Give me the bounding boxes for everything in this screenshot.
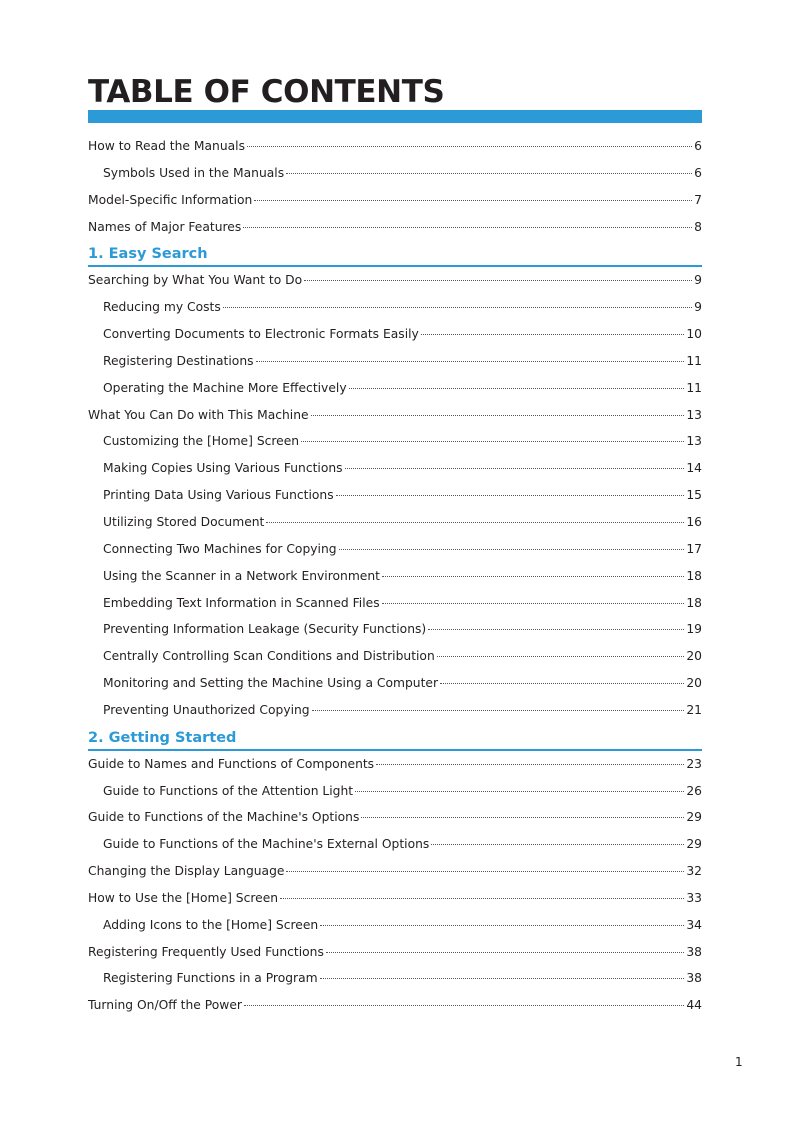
toc-entry-label: Guide to Names and Functions of Components: [88, 756, 375, 771]
toc-entry-label: Adding Icons to the [Home] Screen: [103, 917, 319, 932]
toc-entry-label: Printing Data Using Various Functions: [103, 488, 334, 503]
toc-entry[interactable]: [88, 536, 702, 563]
dot-leader: [336, 495, 685, 496]
dot-leader: [382, 576, 684, 577]
dot-leader: [421, 334, 685, 335]
toc-entry-page-number: 14: [686, 461, 702, 476]
toc-entry-page-number: 11: [686, 353, 702, 368]
page-title: TABLE OF CONTENTS: [88, 74, 445, 110]
toc-entry-label: What You Can Do with This Machine: [88, 407, 309, 422]
toc-entry-page-number: 18: [686, 568, 702, 583]
toc-entry-page-number: 20: [686, 676, 702, 691]
toc-entry[interactable]: [88, 187, 702, 214]
toc-entry[interactable]: [88, 778, 702, 805]
toc-entry-label: Registering Functions in a Program: [103, 971, 318, 986]
toc-entry[interactable]: [88, 751, 702, 778]
dot-leader: [339, 549, 685, 550]
toc-entry-page-number: 6: [694, 139, 702, 153]
dot-leader: [247, 146, 692, 147]
toc-entry-page-number: 44: [686, 998, 702, 1013]
toc-entry-page-number: 33: [686, 890, 702, 905]
toc-entry-page-number: 6: [694, 165, 702, 180]
dot-leader: [361, 817, 684, 818]
dot-leader: [312, 710, 685, 711]
toc-entry-page-number: 19: [686, 622, 702, 637]
toc-entry-page-number: 26: [686, 783, 702, 798]
toc-entry-label: Connecting Two Machines for Copying: [103, 541, 337, 556]
toc-entry[interactable]: [88, 321, 702, 348]
toc-entry-page-number: 8: [694, 219, 702, 234]
dot-leader: [431, 844, 684, 845]
toc-entry-page-number: 23: [686, 756, 702, 771]
toc-entry-page-number: 38: [686, 971, 702, 986]
toc-entry[interactable]: [88, 160, 702, 187]
dot-leader: [345, 468, 685, 469]
page-number: 1: [735, 1055, 743, 1069]
toc-entry-page-number: 29: [686, 810, 702, 825]
title-underline-bar: [88, 110, 702, 123]
toc-entry-label: Registering Frequently Used Functions: [88, 944, 324, 959]
dot-leader: [301, 441, 684, 442]
chapter-rule: [88, 265, 702, 267]
toc-entry-page-number: 32: [686, 864, 702, 879]
dot-leader: [244, 1005, 684, 1006]
toc-entry[interactable]: [88, 939, 702, 966]
table-of-contents: [88, 133, 702, 1019]
toc-entry-label: Utilizing Stored Document: [103, 514, 265, 529]
toc-entry[interactable]: [88, 267, 702, 294]
toc-entry[interactable]: [88, 348, 702, 375]
dot-leader: [437, 656, 685, 657]
dot-leader: [440, 683, 684, 684]
dot-leader: [349, 388, 685, 389]
toc-entry-label: Guide to Functions of the Machine's External Options: [103, 837, 430, 852]
dot-leader: [320, 925, 684, 926]
toc-entry[interactable]: [88, 590, 702, 617]
toc-entry-label: Monitoring and Setting the Machine Using a Computer: [103, 676, 439, 691]
toc-entry-label: Preventing Unauthorized Copying: [103, 702, 310, 717]
toc-entry-label: How to Read the Manuals: [88, 139, 245, 153]
dot-leader: [355, 791, 684, 792]
toc-entry[interactable]: [88, 965, 702, 992]
toc-entry-label: Turning On/Off the Power: [88, 998, 242, 1013]
toc-entry[interactable]: [88, 482, 702, 509]
toc-entry-label: Changing the Display Language: [88, 864, 285, 879]
toc-entry-page-number: 21: [686, 702, 702, 717]
toc-entry-label: Converting Documents to Electronic Formats Easily: [103, 327, 419, 342]
toc-entry-label: Reducing my Costs: [103, 300, 221, 315]
toc-entry-page-number: 38: [686, 944, 702, 959]
toc-entry[interactable]: [88, 831, 702, 858]
toc-entry[interactable]: [88, 509, 702, 536]
dot-leader: [311, 415, 685, 416]
toc-entry-label: Model-Specific Information: [88, 192, 253, 207]
dot-leader: [266, 522, 684, 523]
toc-entry[interactable]: [88, 402, 702, 429]
dot-leader: [254, 200, 692, 201]
toc-entry-page-number: 29: [686, 837, 702, 852]
toc-entry[interactable]: [88, 697, 702, 724]
toc-entry-page-number: 34: [686, 917, 702, 932]
toc-entry-page-number: 18: [686, 595, 702, 610]
toc-entry[interactable]: [88, 214, 702, 241]
dot-leader: [428, 629, 684, 630]
toc-entry-page-number: 11: [686, 380, 702, 395]
toc-entry[interactable]: [88, 643, 702, 670]
dot-leader: [280, 898, 684, 899]
toc-entry-page-number: 20: [686, 649, 702, 664]
toc-entry-label: Using the Scanner in a Network Environment: [103, 568, 380, 583]
toc-entry[interactable]: [88, 375, 702, 402]
chapter-title: 1. Easy Search: [88, 246, 208, 263]
chapter-heading[interactable]: [88, 724, 702, 751]
toc-entry-page-number: 9: [694, 273, 702, 288]
dot-leader: [382, 603, 685, 604]
toc-entry[interactable]: [88, 133, 702, 160]
toc-entry-label: Symbols Used in the Manuals: [103, 165, 285, 180]
dot-leader: [256, 361, 685, 362]
toc-entry[interactable]: [88, 428, 702, 455]
toc-entry-label: Preventing Information Leakage (Security Functions): [103, 622, 427, 637]
dot-leader: [304, 280, 692, 281]
dot-leader: [223, 307, 692, 308]
toc-entry[interactable]: [88, 912, 702, 939]
toc-entry[interactable]: [88, 992, 702, 1019]
toc-entry-label: Guide to Functions of the Attention Light: [103, 783, 354, 798]
chapter-title: 2. Getting Started: [88, 729, 237, 746]
toc-entry[interactable]: [88, 885, 702, 912]
toc-entry[interactable]: [88, 616, 702, 643]
toc-entry-label: Registering Destinations: [103, 353, 254, 368]
dot-leader: [376, 764, 684, 765]
toc-entry-label: Guide to Functions of the Machine's Options: [88, 810, 360, 825]
toc-entry-label: Customizing the [Home] Screen: [103, 434, 300, 449]
dot-leader: [326, 952, 684, 953]
toc-entry-page-number: 10: [686, 327, 702, 342]
toc-entry-label: Searching by What You Want to Do: [88, 273, 303, 288]
toc-entry-page-number: 9: [694, 300, 702, 315]
toc-entry-page-number: 15: [686, 488, 702, 503]
toc-entry[interactable]: [88, 455, 702, 482]
dot-leader: [243, 227, 692, 228]
toc-entry-page-number: 7: [694, 192, 702, 207]
dot-leader: [286, 173, 692, 174]
toc-entry-page-number: 13: [686, 434, 702, 449]
dot-leader: [320, 978, 685, 979]
toc-entry-page-number: 17: [686, 541, 702, 556]
toc-entry[interactable]: [88, 563, 702, 590]
toc-entry-label: How to Use the [Home] Screen: [88, 890, 279, 905]
toc-entry[interactable]: [88, 804, 702, 831]
toc-entry-label: Making Copies Using Various Functions: [103, 461, 343, 476]
toc-entry-label: Centrally Controlling Scan Conditions and Distribution: [103, 649, 435, 664]
chapter-rule: [88, 749, 702, 751]
toc-entry[interactable]: [88, 294, 702, 321]
toc-entry[interactable]: [88, 670, 702, 697]
toc-entry-page-number: 16: [686, 514, 702, 529]
toc-entry[interactable]: [88, 858, 702, 885]
chapter-heading[interactable]: [88, 240, 702, 267]
toc-entry-label: Operating the Machine More Effectively: [103, 380, 347, 395]
toc-entry-label: Names of Major Features: [88, 219, 242, 234]
dot-leader: [286, 871, 684, 872]
toc-entry-label: Embedding Text Information in Scanned Files: [103, 595, 380, 610]
toc-entry-page-number: 13: [686, 407, 702, 422]
